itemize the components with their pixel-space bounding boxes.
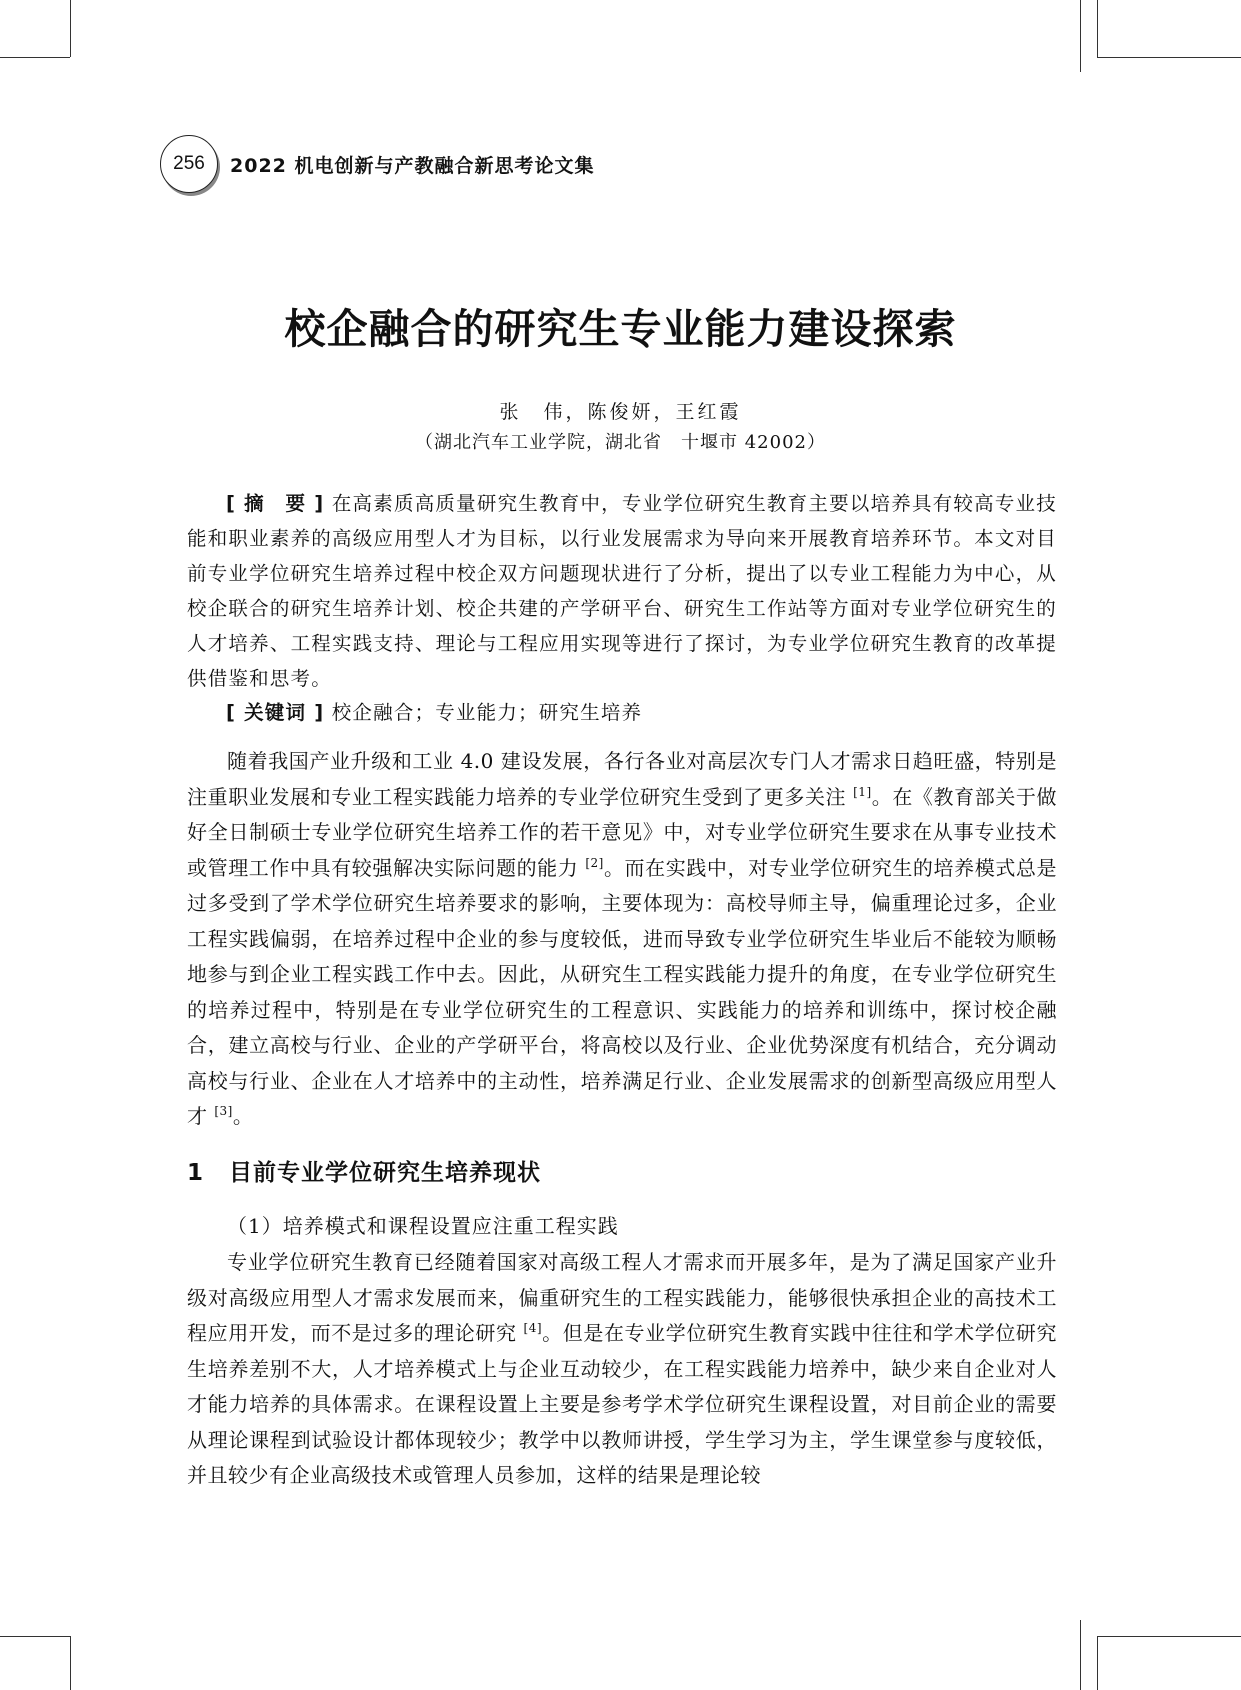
- abstract-text: 在高素质高质量研究生教育中，专业学位研究生教育主要以培养具有较高专业技能和职业素养的高级应用型人才为目标，以行业发展需求为导向来开展教育培养环节。本文对目前专业学位研究生培养过程中校企双方问题现状进行了分析，提出了以专业工程能力为中心，从校企联合的研究生培养计划、校企共建的产学研平台、研究生工作站等方面对专业学位研究生的人才培养、工程实践支持、理论与工程应用实现等进行了探讨，为专业学位研究生教育的改革提供借鉴和思考。: [187, 492, 1057, 690]
- paper-title: 校企融合的研究生专业能力建设探索: [284, 305, 957, 353]
- crop-mark: [70, 0, 71, 57]
- intro-text-2: 。在《教育部关于做好全日制硕士专业学位研究生培养工作的若干意见》中，对专业学位研究生要求在从事专业技术或管理工作中具有较强解决实际问题的能力: [187, 784, 1058, 880]
- book-title: 2022 机电创新与产教融合新思考论文集: [230, 154, 595, 177]
- keywords: [187, 695, 1096, 730]
- crop-mark: [1080, 0, 1081, 72]
- crop-mark: [1097, 0, 1098, 57]
- keywords-label: [ 关键词 ]: [226, 701, 325, 724]
- abstract-label: [ 摘 要 ]: [226, 492, 325, 515]
- crop-mark: [1080, 1620, 1081, 1690]
- crop-mark: [1097, 1636, 1241, 1637]
- intro-text-1: 随着我国产业升级和工业 4.0 建设发展，各行各业对高层次专门人才需求日趋旺盛，特别是注重职业发展和专业工程实践能力培养的专业学位研究生受到了更多关注: [187, 749, 1057, 809]
- citation-ref: [2]: [585, 855, 604, 870]
- keywords-text: 校企融合；专业能力；研究生培养: [331, 701, 643, 724]
- para2-text-1: 专业学位研究生教育已经随着国家对高级工程人才需求而开展多年，是为了满足国家产业升级对高级应用型人才需求发展而来，偏重研究生的工程实践能力，能够很快承担企业的高技术工程应用开发，而不是过多的理论研究: [187, 1250, 1057, 1345]
- section-title: 目前专业学位研究生培养现状: [229, 1160, 541, 1186]
- running-header: [160, 134, 595, 194]
- para2-text-2: 。但是在专业学位研究生教育实践中往往和学术学位研究生培养差别不大，人才培养模式上与企业互动较少，在工程实践能力培养中，缺少来自企业对人才能力培养的具体需求。在课程设置上主要是参考学术学位研究生课程设置，对目前企业的需要从理论课程到试验设计都体现较少；教学中以教师讲授，学生学习为主，学生课堂参与度较低，并且较少有企业高级技术或管理人员参加，这样的结果是理论较: [187, 1321, 1058, 1487]
- crop-mark: [70, 1636, 71, 1690]
- subsection-heading: （1）培养模式和课程设置应注重工程实践: [227, 1214, 619, 1238]
- crop-mark: [0, 57, 70, 58]
- crop-mark: [1097, 1636, 1098, 1690]
- paper-authors: 张 伟，陈俊妍，王红霞: [499, 401, 742, 423]
- intro-paragraph: [187, 744, 1057, 1135]
- abstract: [187, 486, 1057, 696]
- paper-affiliation: （湖北汽车工业学院，湖北省 十堰市 42002）: [415, 432, 826, 453]
- intro-text-3: 。而在实践中，对专业学位研究生的培养模式总是过多受到了学术学位研究生培养要求的影响，主要体现为：高校导师主导，偏重理论过多，企业工程实践偏弱，在培养过程中企业的参与度较低，进而导致专业学位研究生毕业后不能较为顺畅地参与到企业工程实践工作中去。因此，从研究生工程实践能力提升的角度，在专业学位研究生的培养过程中，特别是在专业学位研究生的工程意识、实践能力的培养和训练中，探讨校企融合，建立高校与行业、企业的产学研平台，将高校以及行业、企业优势深度有机结合，充分调动高校与行业、企业在人才培养中的主动性，培养满足行业、企业发展需求的创新型高级应用型人才: [187, 855, 1058, 1128]
- section-heading: [187, 1154, 541, 1187]
- citation-ref: [1]: [853, 784, 872, 799]
- crop-mark: [0, 1636, 70, 1637]
- intro-text-4: 。: [232, 1104, 254, 1128]
- crop-mark: [1097, 57, 1241, 58]
- body-paragraph: [187, 1245, 1057, 1494]
- citation-ref: [4]: [523, 1321, 543, 1335]
- page-number: 256: [160, 135, 218, 193]
- citation-ref: [3]: [214, 1104, 233, 1118]
- section-number: 1: [187, 1160, 205, 1186]
